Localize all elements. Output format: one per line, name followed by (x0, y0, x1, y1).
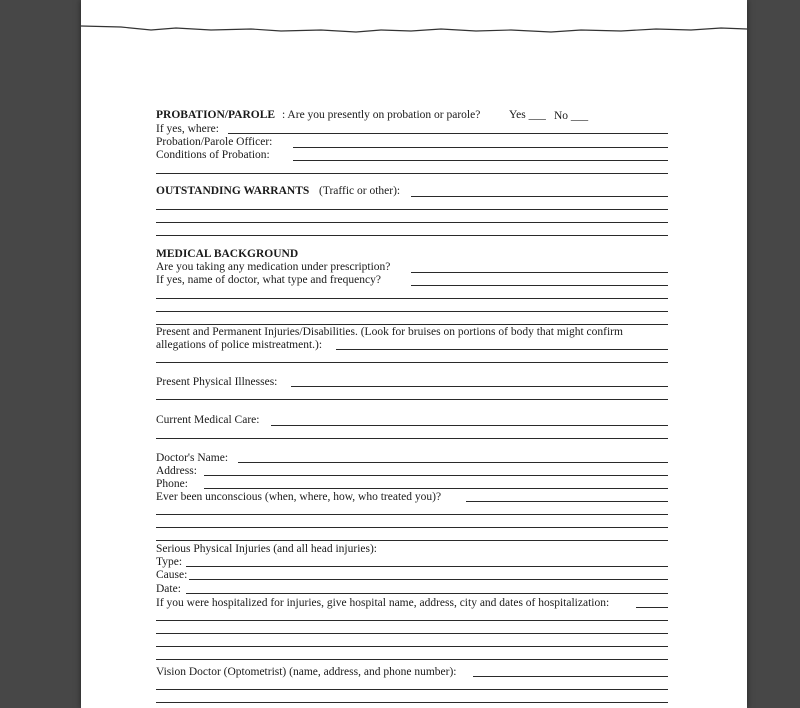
unconscious-line-3[interactable] (156, 527, 668, 528)
phone-label: Phone: (156, 478, 188, 490)
unconscious-line-2[interactable] (156, 514, 668, 515)
date-label: Date: (156, 583, 181, 595)
doctor-type-label: If yes, name of doctor, what type and frequency? (156, 274, 381, 286)
cause-line[interactable] (189, 579, 668, 580)
scanned-form-page (81, 0, 747, 708)
warrants-line-1[interactable] (411, 196, 668, 197)
injuries-label-2: allegations of police mistreatment.): (156, 339, 323, 351)
medical-care-line-2[interactable] (156, 438, 668, 439)
vision-doctor-line-3[interactable] (156, 702, 668, 703)
probation-conditions-line[interactable] (293, 160, 668, 161)
type-line[interactable] (186, 566, 668, 567)
hospitalized-line-3[interactable] (156, 633, 668, 634)
warrants-line-4[interactable] (156, 235, 668, 236)
probation-heading: PROBATION/PAROLE (156, 109, 276, 121)
phone-line[interactable] (204, 488, 668, 489)
injuries-label-1: Present and Permanent Injuries/Disabilities. (Look for bruises on portions of body that might confirm (156, 326, 623, 338)
hospitalized-line-5[interactable] (156, 659, 668, 660)
unconscious-label: Ever been unconscious (when, where, how, who treated you)? (156, 491, 442, 503)
medical-heading: MEDICAL BACKGROUND (156, 248, 299, 260)
hospitalized-line-4[interactable] (156, 646, 668, 647)
probation-where-label: If yes, where: (156, 123, 219, 135)
injuries-line-2[interactable] (156, 362, 668, 363)
probation-yes: Yes ___ (509, 109, 546, 121)
medication-line[interactable] (411, 272, 668, 273)
vision-doctor-line-2[interactable] (156, 689, 668, 690)
probation-officer-label: Probation/Parole Officer: (156, 136, 273, 148)
probation-conditions-label: Conditions of Probation: (156, 149, 270, 161)
vision-doctor-line[interactable] (473, 676, 668, 677)
hospitalized-line-2[interactable] (156, 620, 668, 621)
type-label: Type: (156, 556, 183, 568)
serious-injuries-label: Serious Physical Injuries (and all head injuries): (156, 543, 378, 555)
probation-officer-line[interactable] (293, 147, 668, 148)
illnesses-line[interactable] (291, 386, 668, 387)
medical-care-line[interactable] (271, 425, 668, 426)
unconscious-line-4[interactable] (156, 540, 668, 541)
hospitalized-label: If you were hospitalized for injuries, give hospital name, address, city and dates of hospitalization: (156, 597, 610, 609)
date-line[interactable] (186, 593, 668, 594)
doctor-type-line-2[interactable] (156, 298, 668, 299)
illnesses-label: Present Physical Illnesses: (156, 376, 278, 388)
hospitalized-line[interactable] (636, 607, 668, 608)
illnesses-line-2[interactable] (156, 399, 668, 400)
vision-doctor-label: Vision Doctor (Optometrist) (name, address, and phone number): (156, 666, 457, 678)
medical-care-label: Current Medical Care: (156, 414, 260, 426)
injuries-line[interactable] (336, 349, 668, 350)
doctor-name-label: Doctor's Name: (156, 452, 229, 464)
doctor-name-line[interactable] (238, 462, 668, 463)
doctor-type-line-3[interactable] (156, 311, 668, 312)
medication-label: Are you taking any medication under prescription? (156, 261, 391, 273)
probation-question: : Are you presently on probation or parole? (282, 109, 481, 121)
torn-paper-edge (81, 0, 747, 40)
unconscious-line[interactable] (466, 501, 668, 502)
warrants-line-2[interactable] (156, 209, 668, 210)
warrants-heading: OUTSTANDING WARRANTS (156, 185, 310, 197)
probation-no: No ___ (554, 110, 589, 122)
address-line[interactable] (204, 475, 668, 476)
warrants-line-3[interactable] (156, 222, 668, 223)
doctor-type-line[interactable] (411, 285, 668, 286)
doctor-type-line-4[interactable] (156, 324, 668, 325)
probation-conditions-line-2[interactable] (156, 173, 668, 174)
probation-where-line[interactable] (228, 133, 668, 134)
cause-label: Cause: (156, 569, 188, 581)
address-label: Address: (156, 465, 197, 477)
warrants-sub: (Traffic or other): (319, 185, 401, 197)
